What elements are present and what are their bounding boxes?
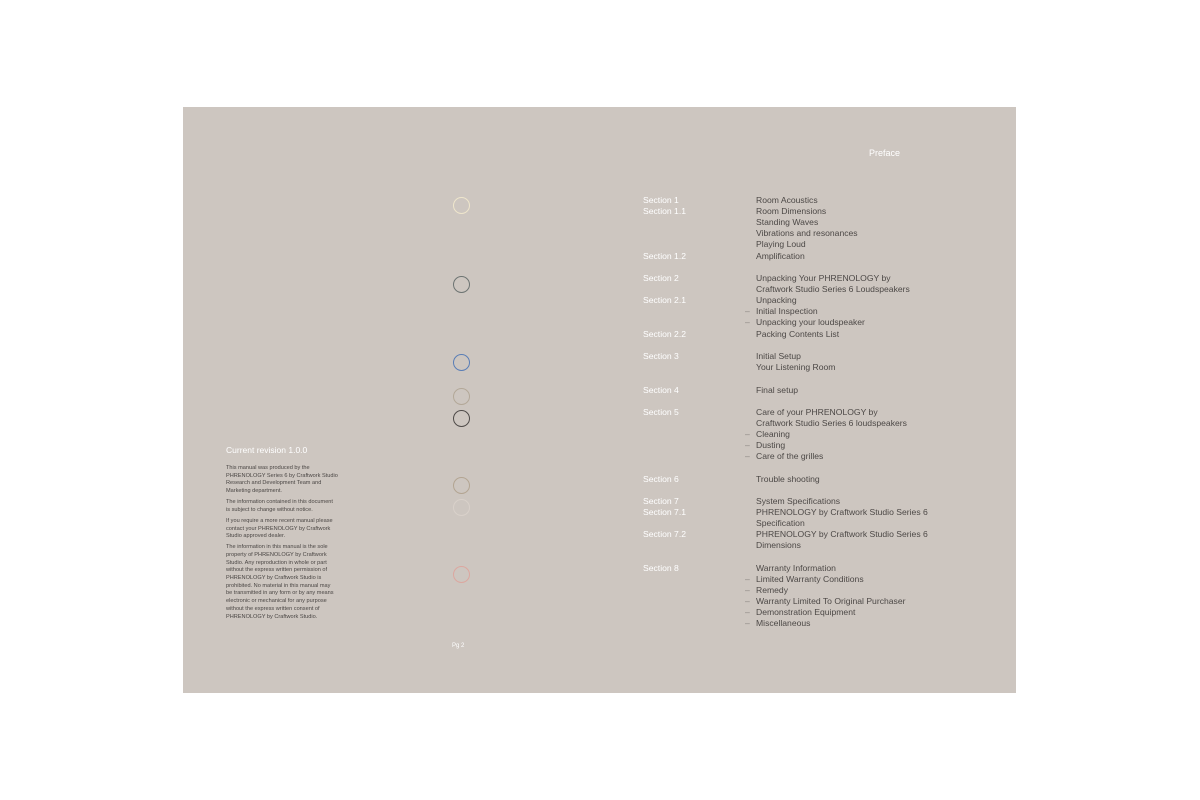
toc-entry: [745, 607, 856, 618]
toc-entry: [756, 407, 878, 418]
toc-section-label: Section 1: [643, 195, 679, 205]
dash-bullet: –: [745, 306, 750, 316]
toc-entry-text: Vibrations and resonances: [756, 228, 858, 238]
circle-icon: [453, 388, 470, 405]
toc-entry: [756, 362, 835, 373]
toc-entry-text: Care of the grilles: [756, 451, 824, 461]
revision-label: Current revision 1.0.0: [226, 445, 308, 455]
toc-entry: [756, 295, 797, 306]
toc-entry-text: Your Listening Room: [756, 362, 836, 372]
toc-entry-text: Packing Contents List: [756, 329, 840, 339]
circle-icon: [453, 276, 470, 293]
toc-section-label: Section 5: [643, 407, 679, 417]
toc-entry-text: Playing Loud: [756, 239, 806, 249]
circle-icon: [453, 197, 470, 214]
toc-entry: [756, 351, 801, 362]
toc-entry-text: Care of your PHRENOLOGY by: [756, 407, 878, 417]
toc-entry: [756, 507, 928, 518]
toc-entry: [756, 239, 806, 250]
dash-bullet: –: [745, 429, 750, 439]
circle-icon: [453, 410, 470, 427]
toc-section-label: Section 7.1: [643, 507, 686, 517]
toc-entry-text: Remedy: [756, 585, 788, 595]
note-paragraph: This manual was produced by the PHRENOLOGY Series 6 by Craftwork Studio Research and Development Team and Marketing department.: [226, 465, 338, 495]
circle-icon: [453, 566, 470, 583]
toc-section-label: Section 4: [643, 385, 679, 395]
dash-bullet: –: [745, 451, 750, 461]
toc-section-label: Section 1.2: [643, 251, 686, 261]
toc-entry: [745, 429, 790, 440]
manual-page: [183, 107, 1016, 693]
dash-bullet: –: [745, 607, 750, 617]
toc-entry-text: Final setup: [756, 385, 799, 395]
toc-section-label: Section 6: [643, 474, 679, 484]
note-paragraph: The information in this manual is the sole property of PHRENOLOGY by Craftwork Studio. Any reproduction in whole or part without the express written permission of PHRENOLOGY by Craftwork Studio is prohibited. No material in this manual may be transmitted in any form or by any means electronic or mechanical for any purpose without the express written consent of PHRENOLOGY by Craftwork Studio.: [226, 544, 334, 620]
toc-entry: [756, 195, 818, 206]
toc-entry-text: Room Acoustics: [756, 195, 818, 205]
toc-section-label: Section 1.1: [643, 206, 686, 216]
toc-entry-text: Unpacking your loudspeaker: [756, 317, 865, 327]
toc-entry: [756, 529, 928, 540]
toc-entry-text: Initial Setup: [756, 351, 801, 361]
dash-bullet: –: [745, 440, 750, 450]
circle-icon: [453, 477, 470, 494]
toc-entry-text: System Specifications: [756, 496, 841, 506]
toc-entry-text: Initial Inspection: [756, 306, 818, 316]
toc-entry: [745, 451, 824, 462]
toc-entry: [756, 273, 891, 284]
toc-entry-text: Dimensions: [756, 540, 801, 550]
toc-entry: [756, 563, 836, 574]
note-paragraph: The information contained in this document is subject to change without notice.: [226, 499, 333, 513]
toc-section-label: Section 8: [643, 563, 679, 573]
toc-entry-text: Warranty Limited To Original Purchaser: [756, 596, 906, 606]
toc-entry: [745, 306, 818, 317]
toc-section-label: Section 3: [643, 351, 679, 361]
toc-entry-text: Specification: [756, 518, 805, 528]
toc-entry: [756, 518, 805, 529]
page-number: Pg 2: [452, 643, 465, 649]
toc-entry: [745, 574, 864, 585]
toc-entry: [756, 385, 798, 396]
toc-entry-text: PHRENOLOGY by Craftwork Studio Series 6: [756, 529, 928, 539]
toc-section-label: Section 2: [643, 273, 679, 283]
toc-entry: [745, 585, 788, 596]
toc-entry-text: Miscellaneous: [756, 618, 811, 628]
toc-entry: [756, 251, 805, 262]
toc-entry: [756, 206, 826, 217]
toc-entry-text: Limited Warranty Conditions: [756, 574, 864, 584]
manual-notes: [226, 465, 338, 625]
circle-icon: [453, 499, 470, 516]
toc-entry: [745, 440, 786, 451]
toc-entry-text: Demonstration Equipment: [756, 607, 856, 617]
toc-entry: [756, 540, 801, 551]
toc-entry: [756, 228, 858, 239]
toc-entry-text: Craftwork Studio Series 6 Loudspeakers: [756, 284, 910, 294]
dash-bullet: –: [745, 574, 750, 584]
dash-bullet: –: [745, 585, 750, 595]
toc-entry: [745, 317, 865, 328]
toc-entry: [745, 618, 811, 629]
toc-section-label: Section 2.1: [643, 295, 686, 305]
circle-icon: [453, 354, 470, 371]
note-paragraph: If you require a more recent manual please contact your PHRENOLOGY by Craftwork Studio approved dealer.: [226, 517, 333, 540]
toc-entry: [756, 329, 839, 340]
toc-entry-text: Warranty Information: [756, 563, 836, 573]
toc-entry-text: Unpacking Your PHRENOLOGY by: [756, 273, 891, 283]
dash-bullet: –: [745, 596, 750, 606]
toc-entry: [756, 496, 840, 507]
toc-entry: [756, 217, 818, 228]
toc-entry-text: Craftwork Studio Series 6 loudspeakers: [756, 418, 907, 428]
toc-entry-text: Unpacking: [756, 295, 797, 305]
toc-entry: [756, 474, 820, 485]
toc-entry-text: Standing Waves: [756, 217, 819, 227]
toc-entry: [756, 284, 910, 295]
toc-entry-text: Dusting: [756, 440, 786, 450]
toc-entry-text: Cleaning: [756, 429, 790, 439]
toc-entry-text: Trouble shooting: [756, 474, 820, 484]
page-title: Preface: [869, 148, 901, 158]
toc-entry-text: Room Dimensions: [756, 206, 827, 216]
toc-section-label: Section 7.2: [643, 529, 686, 539]
dash-bullet: –: [745, 618, 750, 628]
toc-entry: [745, 596, 906, 607]
toc-entry: [756, 418, 907, 429]
toc-entry-text: PHRENOLOGY by Craftwork Studio Series 6: [756, 507, 928, 517]
dash-bullet: –: [745, 317, 750, 327]
toc-section-label: Section 7: [643, 496, 679, 506]
toc-section-label: Section 2.2: [643, 329, 686, 339]
toc-entry-text: Amplification: [756, 251, 805, 261]
